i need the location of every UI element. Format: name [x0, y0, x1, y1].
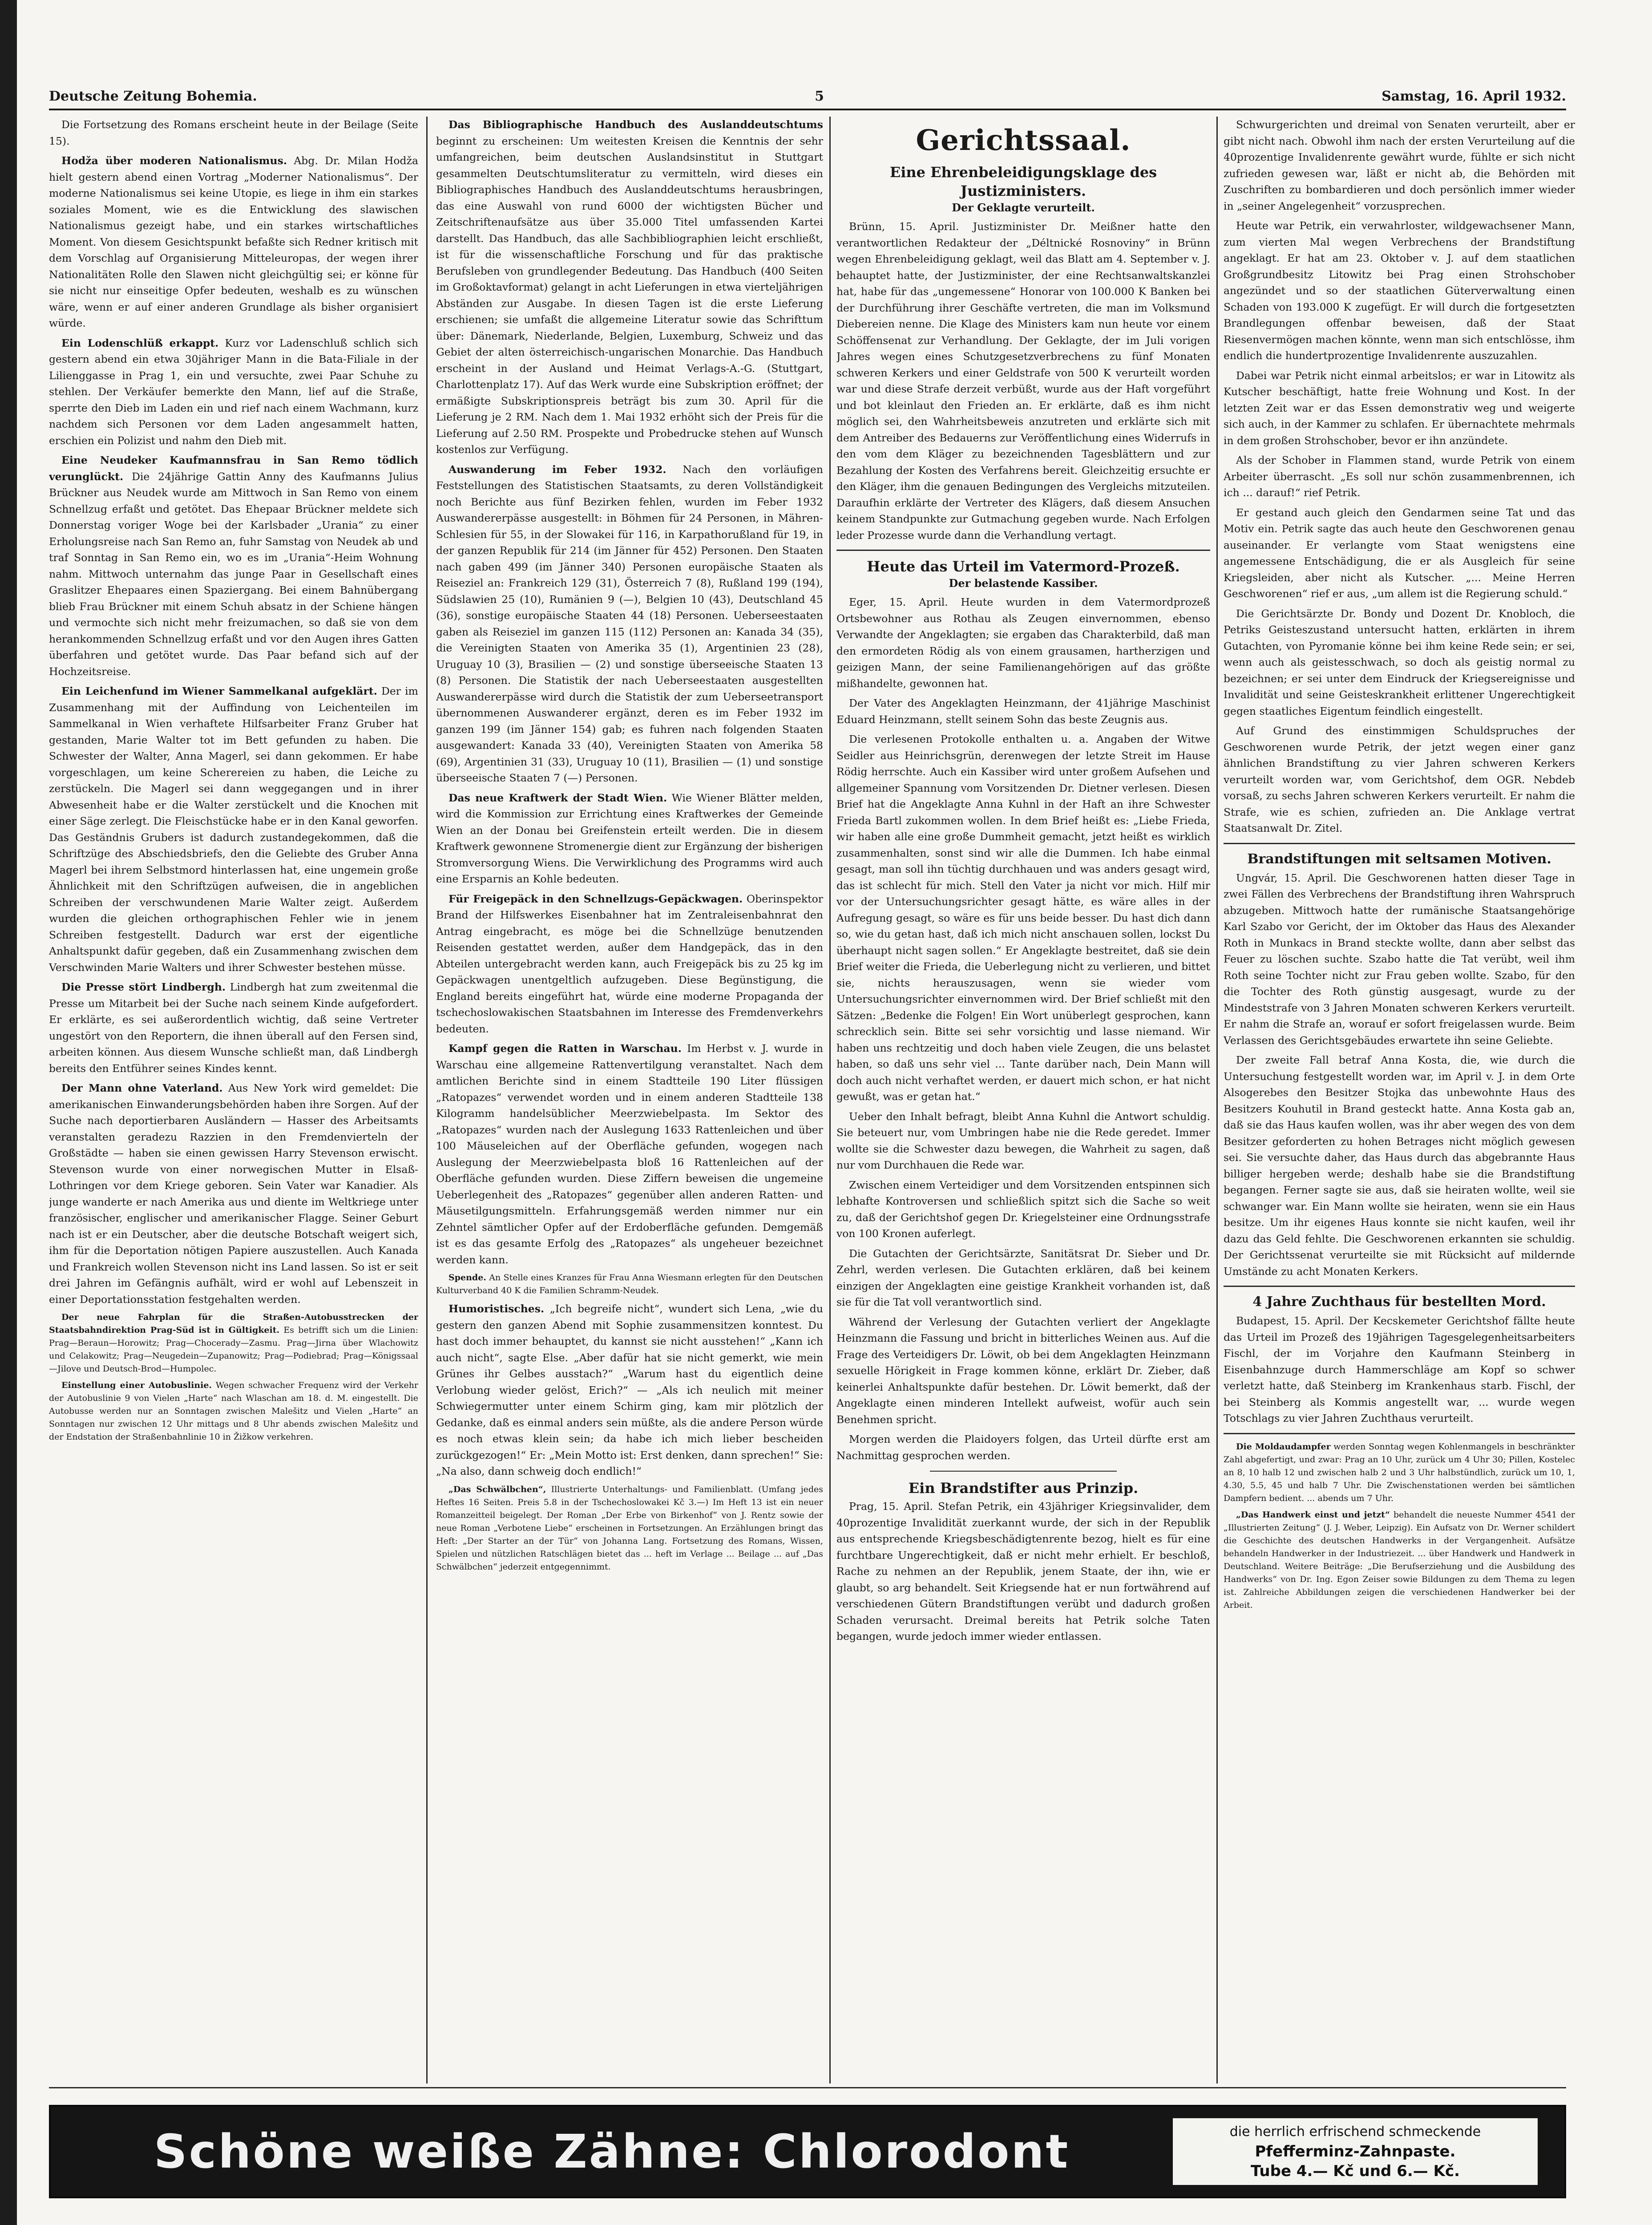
news-item: Humoristisches. „Ich begreife nicht“, wundert sich Lena, „wie du gestern den ganzen Abend mit Sophie zusammensitzen konntest. Du hast doch immer behauptet, du kannst sie nicht ausstehen!“ „Kann ich auch nicht“, sagte Else. „Aber dafür hat sie nicht gemerkt, wie mein Grünes ihr Gelbes ausstach?“ „Warum hast du eigentlich deine Verlobung wieder gelöst, Erich?“ — „Als ich neulich mit meiner Schwiegermutter unter einem Schirm ging, kam mir plötzlich der Gedanke, daß es einmal anders sein müßte, als die andere Person würde es noch etwas klein sein; da habe ich mich lieber bescheiden zurückgezogen!“ Er: „Mein Motto ist: Erst denken, dann sprechen!“ Sie: „Na also, dann schweig doch endlich!“ [436, 1303, 823, 1477]
news-item: Spende. An Stelle eines Kranzes für Frau Anna Wiesmann erlegten für den Deutschen Kulturverband 40 K die Familien Schramm-Neudek. [436, 1273, 823, 1295]
article-paragraph: Zwischen einem Verteidiger und dem Vorsitzenden entspinnen sich lebhafte Kontroversen und schließlich spitzt sich die Sache so weit zu, daß der Gerichtshof gegen Dr. Kriegelsteiner eine Ordnungsstrafe von 100 Kronen auferlegt. [836, 1178, 1210, 1240]
chlorodont-advertisement [49, 2105, 1566, 2198]
article-body [836, 594, 1210, 1464]
page-header [49, 84, 1566, 110]
column-2 [436, 117, 823, 2083]
divider [836, 550, 1210, 551]
column-rule [1216, 117, 1218, 2083]
column-rule [829, 117, 831, 2083]
news-item: Für Freigepäck in den Schnellzugs-Gepäckwagen. Oberinspektor Brand der Hilfswerkes Eisenbahner hat im Zentraleisenbahnrat den Antrag eingebracht, es möge bei die Schnellzüge benutzenden Reisenden gestattet werden, außer dem Handgepäck, das in den Abteilen untergebracht werden kann, auch Freigepäck bis zu 25 kg im Gepäckwagen unentgeltlich aufzugeben. Diese Begünstigung, die England bereits eingeführt hat, würde eine moderne Propaganda der tschechoslowakischen Staatsbahnen im Interesse des Fremdenverkehrs bedeuten. [436, 892, 823, 1035]
news-item: Auswanderung im Feber 1932. Nach den vorläufigen Feststellungen des Statistischen Staatsamts, zu deren Vollständigkeit noch Berichte aus fünf Bezirken fehlen, wurden im Feber 1932 Auswandererpässe ausgestellt: in Böhmen für 24 Personen, in Mähren-Schlesien für 55, in der Slowakei für 116, in Karpathorußland für 19, in der ganzen Republik für 214 (im Jänner für 452) Personen. Den Staaten nach gaben 499 (im Jänner 340) Personen europäische Staaten als Reiseziel an: Frankreich 129 (31), Österreich 7 (8), Rußland 199 (194), Südslawien 25 (10), Rumänien 9 (—), Belgien 10 (43), Deutschland 45 (36), sonstige europäische Staaten 44 (18) Personen. Ueberseestaaten gaben als Reiseziel im ganzen 115 (112) Personen an: Kanada 34 (35), die Vereinigten Staaten von Amerika 35 (1), Argentinien 23 (28), Uruguay 10 (3), Brasilien — (2) und sonstige überseeische Staaten 13 (8) Personen. Die Statistik der nach Ueberseestaaten ausgestellten Auswandererpässe wird durch die Statistik der zum Ueberseetransport übernommenen Auswanderer ergänzt, deren es im Feber 1932 im ganzen 199 (im Jänner 154) gab; es fuhren nach folgenden Staaten ausgewandert: Kanada 33 (40), Vereinigten Staaten von Amerika 58 (69), Argentinien 31 (33), Uruguay 10 (11), Brasilien — (1) und sonstige überseeische Staaten 7 (—) Personen. [436, 463, 823, 784]
article-paragraph: Brünn, 15. April. Justizminister Dr. Meißner hatte den verantwortlichen Redakteur der „Déltnické Rosnoviny“ in Brünn wegen Ehrenbeleidigung geklagt, weil das Blatt am 4. September v. J. behauptet hatte, der Justizminister, der eine Rechtsanwaltskanzlei hat, habe für das „ungemessene“ Honorar von 100.000 K Banken bei der Durchführung ihrer Geschäfte vertreten, die man im Volksmund Diebereien nenne. Die Klage des Ministers kam nun heute vor einem Schöffensenat zur Verhandlung. Der Geklagte, der im Juli vorigen Jahres wegen eines Schutzgesetzverbrechens zu fünf Monaten schweren Kerkers und einer Geldstrafe von 500 K verurteilt worden war und diese Strafe derzeit verbüßt, wurde aus der Haft vorgeführt und bot kleinlaut den Frieden an. Er erklärte, daß es ihm nicht möglich sei, den Wahrheitsbeweis anzutreten und erklärte sich mit dem Antreiber des Bedauerns zur Veröffentlichung eines Widerrufs in den vom dem Kläger zu bezeichnenden Tagesblättern und zur Bezahlung der Kosten des Verfahrens bereit. Gleichzeitig ersuchte er den Kläger, ihm die genauen Bedingungen des Vergleichs mitzuteilen. Daraufhin erklärte der Vertreter des Klägers, daß diesem Ansuchen keinem Standpunkte zur Gutmachung gegeben wurde. Nach Erfolgen leder Prozesse wurde dann die Verhandlung vertagt. [836, 220, 1210, 542]
ad-slogan: Schöne weiße Zähne: Chlorodont [153, 2124, 1070, 2179]
news-item: Das neue Kraftwerk der Stadt Wien. Wie Wiener Blätter melden, wird die Kommission zur Errichtung eines Kraftwerkes der Gemeinde Wien an der Donau bei Greifenstein erteilt werden. Die in diesem Kraftwerk gewonnene Stromenergie dient zur Ergänzung der bisherigen Stromversorgung Wiens. Die Verwirklichung des Programms wird auch eine Ersparnis an Kohle bedeuten. [436, 791, 823, 885]
news-item: Die Presse stört Lindbergh. Lindbergh hat zum zweitenmal die Presse um Mitarbeit bei der Suche nach seinem Kinde aufgefordert. Er erklärte, es sei außerordentlich wichtig, daß seine Vertreter ungestört von den Reportern, die ihnen überall auf den Fersen sind, arbeiten können. Aus diesem Wunsche schließt man, daß Lindbergh bereits den Entführer seines Kindes kennt. [49, 981, 418, 1075]
article-paragraph: Die Gutachten der Gerichtsärzte, Sanitätsrat Dr. Sieber und Dr. Zehrl, werden verlesen. Die Gutachten erklären, daß bei keinem einzigen der Angeklagten eine geistige Krankheit vorhanden ist, daß sie für die Tat voll verantwortlich sind. [836, 1247, 1210, 1308]
column-1-body [49, 117, 418, 1307]
scan-edge-left [0, 0, 17, 2225]
ad-box-line: die herrlich erfrischend schmeckende [1229, 2124, 1481, 2140]
column-2-humor [436, 1301, 823, 1480]
article-headline: 4 Jahre Zuchthaus für bestellten Mord. [1252, 1294, 1546, 1310]
divider [1224, 843, 1575, 844]
article-subheadline: Der Geklagte verurteilt. [952, 201, 1095, 214]
article-paragraph: Ungvár, 15. April. Die Geschworenen hatten dieser Tage in zwei Fällen des Verbrechens der Brandstiftung ihren Wahrspruch abzugeben. Mittwoch hatte der rumänische Staatsangehörige Karl Szabo vor Gericht, der im Oktober das Haus des Alexander Roth in Munkacs in Brand steckte wollte, dann aber selbst das Feuer zu löschen suchte. Szabo hatte die Tat verübt, weil ihm Roth seine Tochter nicht zur Frau geben wollte. Szabo, für den die Tochter des Roth günstig ausgesagt, wurde zu der Mindeststrafe von 3 Jahren Monaten schweren Kerkers verurteilt. Er nahm die Strafe an, worauf er sofort freigelassen wurde. Beim Verlassen des Gerichtsgebäudes erwartete ihn seine Geliebte. [1224, 871, 1575, 1047]
notice-item: Die Moldaudampfer werden Sonntag wegen Kohlenmangels in beschränkter Zahl abgefertigt, und zwar: Prag an 10 Uhr, zurück um 4 Uhr 30; Pillen, Kostelec an 8, 10 halb 12 und zwischen halb 2 und 3 Uhr halbstündlich, zurück um 10, 1, 4.30, 5.5, 45 und halb 7 Uhr. Die Zwischenstationen werden bei sämtlichen Dampfern bedient. ... abends um 7 Uhr. [1224, 1441, 1575, 1503]
article-paragraph: Eger, 15. April. Heute wurden in dem Vatermordprozeß Ortsbewohner aus Rothau als Zeugen einvernommen, ebenso Verwandte der Angeklagten; sie ergaben das Charakterbild, daß man den ermordeten Rödig als von einem grausamen, hartherzigen und geizigen Mann, der seine Familienangehörigen auf das größte mißhandelte, gewonnen hat. [836, 596, 1210, 690]
divider [930, 1471, 1117, 1472]
article-body [836, 218, 1210, 543]
column-4-notices [1224, 1440, 1575, 1612]
article-paragraph: Prag, 15. April. Stefan Petrik, ein 43jähriger Kriegsinvalider, dem 40prozentige Invalidität zuerkannt wurde, der sich in der Republik aus entsprechende Kriegsbeschädigtenrente bezog, hielt es für eine furchtbare Ungerechtigkeit, daß er nicht mehr erhielt. Er beschloß, Rache zu nehmen an der Republik, jenem Staate, der ihn, wie er glaubt, so arg behandelt. Seit Kriegsende hat er nun fortwährend auf verschiedenen Gütern Brandstiftungen verübt und dadurch großen Schaden verursacht. Dreimal bereits hat Petrik solche Taten begangen, wurde jedoch immer wieder entlassen. [836, 1500, 1210, 1642]
news-item: Der Mann ohne Vaterland. Aus New York wird gemeldet: Die amerikanischen Einwanderungsbehörden haben ihre Sorgen. Auf der Suche nach deportierbaren Ausländern — Hasser des Arbeitsamts veranstalten geradezu Razzien in den Fremdenvierteln der Großstädte — haben sie einen gewissen Harry Stevenson erwischt. Stevenson wurde von einer norwegischen Mutter in Elsaß-Lothringen vor dem Kriege geboren. Sein Vater war Kanadier. Als junge wanderte er nach Amerika aus und diente im Weltkriege unter französischer, englischer und amerikanischer Flagge. Seiner Geburt nach ist er ein Deutscher, aber die deutsche Botschaft weigert sich, ihm für die Deportation nötigen Papiere auszustellen. Auch Kanada und Frankreich wollen Stevenson nicht ins Land lassen. So ist er seit drei Jahren im Gefängnis aufhält, wird er wohl auf Lebenszeit in einer Deportationsstation festgehalten werden. [49, 1082, 418, 1306]
issue-date: Samstag, 16. April 1932. [1381, 88, 1566, 104]
article-subheadline: Der belastende Kassiber. [949, 577, 1098, 590]
section-title-gerichtssaal: Gerichtssaal. [916, 124, 1131, 157]
column-1-notices [49, 1311, 418, 1444]
article-body [1224, 117, 1575, 837]
column-rule [426, 117, 428, 2083]
article-paragraph: Morgen werden die Plaidoyers folgen, das Urteil dürfte erst am Nachmittag gesprochen werden. [836, 1433, 1210, 1462]
article-body [1224, 1313, 1575, 1427]
notice-item: „Das Handwerk einst und jetzt“ behandelt die neueste Nummer 4541 der „Illustrierten Zeitung“ (J. J. Weber, Leipzig). Ein Aufsatz von Dr. Werner schildert die Geschichte des deutschen Handwerks in der Vergangenheit. Aufsätze behandeln Handwerker in der Industriezeit. ... über Handwerk und Handwerk in Deutschland. Weitere Beiträge: „Die Berufserziehung und die Ausbildung des Handwerks“ von Dr. Ing. Egon Zeiser sowie Bildungen zu dem Thema zu legen ist. Zahlreiche Abbildungen zeigen die verschiedenen Handwerker bei der Arbeit. [1224, 1509, 1575, 1610]
ad-box-line: Tube 4.— Kč und 6.— Kč. [1250, 2162, 1460, 2180]
notice-item: Einstellung einer Autobuslinie. Wegen schwacher Frequenz wird der Verkehr der Autobuslinie 9 von Vielen „Harte“ nach Wlaschan am 18. d. M. eingestellt. Die Autobusse werden nur an Sonntagen zwischen Malešitz und Vielen „Harte“ an Sonntagen nur zwischen 12 Uhr mittags und 8 Uhr abends zwischen Malešitz und der Endstation der Straßenbahnlinie 10 in Žižkow verkehren. [49, 1380, 418, 1442]
news-item: Ein Lodenschlüß erkappt. Kurz vor Ladenschluß schlich sich gestern abend ein etwa 30jähriger Mann in die Bata-Filiale in der Lilienggasse in Prag 1, ein und versuchte, zwei Paar Schuhe zu stehlen. Der Verkäufer bemerkte den Mann, lief auf die Straße, sperrte den Dieb im Laden ein und rief nach einem Wachmann, kurz nachdem sich Personen vor dem Laden angesammelt hatten, erschien ein Polizist und nahm den Dieb mit. [49, 336, 418, 447]
article-headline: Heute das Urteil im Vatermord-Prozeß. [867, 558, 1180, 575]
ad-info-box [1173, 2118, 1538, 2185]
article-paragraph: Schwurgerichten und dreimal von Senaten verurteilt, aber er gibt nicht nach. Obwohl ihm nach der ersten Verurteilung auf die 40prozentige Invalidenrente gewährt wurde, fühlte er sich nicht zufrieden gewesen war, läßt er nicht ab, die Behörden mit Zuschriften zu bombardieren und doch persönlich immer wieder in „seiner Angelegenheit“ vorzusprechen. [1224, 118, 1575, 212]
article-body [1224, 870, 1575, 1280]
article-paragraph: Während der Verlesung der Gutachten verliert der Angeklagte Heinzmann die Fassung und bricht in bitterliches Weinen aus. Auf die Frage des Verteidigers Dr. Löwit, ob bei dem Angeklagten Heinzmann sexuelle Hörigkeit in Frage kommen könne, erklärt Dr. Zieber, daß keinerlei Anhaltspunkte dafür bestehen. Dr. Löwit bemerkt, daß der Angeklagte einen minderen Intellekt aufweist, wofür auch sein Benehmen spricht. [836, 1315, 1210, 1426]
news-item: Das Bibliographische Handbuch des Auslanddeutschtums beginnt zu erscheinen: Um weitesten Kreisen die Kenntnis der sehr umfangreichen, beim deutschen Auslandsinstitut in Stuttgart gesammelten Deutschtumsliteratur zu vermitteln, wird dieses ein Bibliographisches Handbuch des Auslanddeutschtums herausbringen, das eine Auswahl von rund 6000 der wichtigsten Bücher und Zeitschriftenaufsätze aus über 35.000 Titel umfassenden Kartei darstellt. Das Handbuch, das alle Sachbibliographien leicht erschließt, ist für die wissenschaftliche Forschung und für das praktische Berufsleben von grundlegender Bedeutung. Das Handbuch (400 Seiten im Großoktavformat) gelangt in acht Lieferungen in etwa vierteljährigen Abständen zur Ausgabe. In diesen Tagen ist die erste Lieferung erschienen; sie umfaßt die allgemeine Literatur sowie das Schrifttum über: Dänemark, Niederlande, Belgien, Luxemburg, Schweiz und das Gebiet der alten österreichisch-ungarischen Monarchie. Das Handbuch erscheint in der Ausland und Heimat Verlags-A.-G. (Stuttgart, Charlottenplatz 17). Auf das Werk wurde eine Subskription eröffnet; der ermäßigte Subskriptionspreis beträgt bis zum 30. April für die Lieferung je 2 RM. Nach dem 1. Mai 1932 erhöht sich der Preis für die Lieferung auf 2.50 RM. Prospekte und Probedrucke stehen auf Wunsch kostenlos zur Verfügung. [436, 118, 823, 456]
article-paragraph: Dabei war Petrik nicht einmal arbeitslos; er war in Litowitz als Kutscher beschäftigt, hatte freie Wohnung und Kost. In der letzten Zeit war er das Essen demonstrativ weg und weigerte sich auch, in der Kammer zu schlafen. Er übernachtete mehrmals in dem großen Strohschober, bevor er ihn anzündete. [1224, 369, 1575, 447]
news-item: Hodža über moderen Nationalismus. Abg. Dr. Milan Hodža hielt gestern abend einen Vortrag „Moderner Nationalismus“. Der moderne Nationalismus sei keine Utopie, es liege in ihm ein starkes soziales Moment, wie es die Entwicklung des slawischen Nationalismus gezeigt habe, und ein starkes wirtschaftliches Moment. Von diesem Gesichtspunkt befaßte sich Redner kritisch mit dem Vorschlag auf Organisierung Mitteleuropas, der wegen ihrer Nationalitäten Rolle den Slawen nicht gleichgültig sei; er könne für sie nicht nur einseitige Opfer bedeuten, weshalb es zu wünschen wäre, wenn er auf einer anderen Grundlage als bisher organisiert würde. [49, 154, 418, 329]
divider [1224, 1286, 1575, 1287]
article-body [836, 1498, 1210, 1645]
news-item: Ein Leichenfund im Wiener Sammelkanal aufgeklärt. Der im Zusammenhang mit der Auffindung von Leichenteilen im Sammelkanal in Wien verhaftete Hilfsarbeiter Franz Gruber hat gestanden, Marie Walter tot im Bett gefunden zu haben. Die Schwester der Walter, Anna Magerl, sei dann gekommen. Er habe vorgeschlagen, um keine Scherereien zu haben, die Leiche zu zerstückeln. Die Magerl sei dann weggegangen und in ihrer Abwesenheit habe er die Walter zerstückelt und die Knochen mit einer Säge zerlegt. Die Fleischstücke habe er in den Kanal geworfen. Das Geständnis Grubers ist dadurch zustandegekommen, daß die Schriftzüge des Abschiedsbriefs, den die Geliebte des Gruber Anna Magerl bei ihrem Selbstmord hinterlassen hat, eine ungemein große Ähnlichkeit mit den Schriftzügen aufweisen, die in angeblichen Schreiben der verschwundenen Marie Walter zeigt. Außerdem wurden die gleichen orthographischen Fehler wie in jenem Schreiben festgestellt. Dadurch war erst der eigentliche Anhaltspunkt dafür gegeben, daß ein Zusammenhang zwischen dem Verschwinden Marie Walters und ihrer Schwester bestehen müsse. [49, 685, 418, 974]
article-paragraph: Ueber den Inhalt befragt, bleibt Anna Kuhnl die Antwort schuldig. Sie beteuert nur, vom Umbringen habe nie die Rede geredet. Immer wollte sie die Schwester dazu bewegen, die Wahrheit zu sagen, daß nur vom Durchhauen die Rede war. [836, 1110, 1210, 1171]
notice-item: Der neue Fahrplan für die Straßen-Autobusstrecken der Staatsbahndirektion Prag-Süd ist in Gültigkeit. Es betrifft sich um die Linien: Prag—Beraun—Horowitz; Prag—Chocerady—Zasmu. Prag—Jirna über Wlachowitz und Celakowitz; Prag—Neugedein—Zupanowitz; Prag—Podiebrad; Prag—Königssaal—Jilove und Deutsch-Brod—Humpolec. [49, 1312, 418, 1374]
article-headline: Ein Brandstifter aus Prinzip. [908, 1480, 1139, 1497]
column-2-small [436, 1271, 823, 1297]
column-2-body [436, 117, 823, 1268]
news-item: Kampf gegen die Ratten in Warschau. Im Herbst v. J. wurde in Warschau eine allgemeine Rattenvertilgung veranstaltet. Nach dem amtlichen Berichte sind in einem Stadtteile 190 Liter flüssigen „Ratopazes“ verwendet worden und in einem anderen Stadtteile 138 Kilogramm handelsüblicher Meerzwiebelpasta. Im Sektor des „Ratopazes“ wurden nach der Auslegung 1633 Rattenleichen und über 100 Mäuseleichen auf der Oberfläche gefunden, wogegen nach Auslegung der Meerzwiebelpasta bloß 16 Rattenleichen auf der Oberfläche gefunden wurden. Diese Ziffern beweisen die ungemeine Ueberlegenheit des „Ratopazes“ gegenüber allen anderen Ratten- und Mäusetilgungsmitteln. Erfahrungsgemäß werden nimmer nur ein Zehntel sämtlicher Opfer auf der Erdoberfläche gefunden. Demgemäß ist es das gesamte Erfolg des „Ratopazes“ als ungeheuer bezeichnet werden kann. [436, 1042, 823, 1266]
article-paragraph: Auf Grund des einstimmigen Schuldspruches der Geschworenen wurde Petrik, der jetzt wegen einer ganz ähnlichen Brandstiftung zu vier Jahren schweren Kerkers verurteilt worden war, vom Gerichtshof, dem OGR. Nebdeb vorsaß, zu sechs Jahren schweren Kerkers verurteilt. Er nahm die Strafe, wie es schien, zufrieden an. Die Anklage vertrat Staatsanwalt Dr. Zitel. [1224, 724, 1575, 834]
article-paragraph: Der Vater des Angeklagten Heinzmann, der 41jährige Maschinist Eduard Heinzmann, stellt seinem Sohn das beste Zeugnis aus. [836, 697, 1210, 726]
column-2-magazine [436, 1483, 823, 1574]
ad-box-line: Pfefferminz-Zahnpaste. [1255, 2143, 1456, 2160]
article-paragraph: Als der Schober in Flammen stand, wurde Petrik von einem Arbeiter überrascht. „Es soll nur schön zusammenbrennen, ich ich ... darauf!“ rief Petrik. [1224, 454, 1575, 499]
footer-rule [49, 2087, 1566, 2088]
article-paragraph: Budapest, 15. April. Der Kecskemeter Gerichtshof fällte heute das Urteil im Prozeß des 19jährigen Tagesgelegenheitsarbeiters Fischl, der im Vorjahre den Kaufmann Steinberg in Eisenbahnzuge durch Hammerschläge am Kopf so schwer verletzt hatte, daß Steinberg im Krankenhaus starb. Fischl, der bei Steinberg als Kommis angestellt war, ... wurde wegen Totschlags zu vier Jahren Zuchthaus verurteilt. [1224, 1315, 1575, 1424]
article-paragraph: Die verlesenen Protokolle enthalten u. a. Angaben der Witwe Seidler aus Heinrichsgrün, derenwegen der letzte Streit im Hause Rödig herrschte. Auch ein Kassiber wird unter großem Aufsehen und allgemeiner Spannung vom Vorsitzenden Dr. Dietner verlesen. Diesen Brief hat die Angeklagte Anna Kuhnl in der Haft an ihre Schwester Frieda Bartl zukommen wollen. In dem Brief heißt es: „Liebe Frieda, wir haben alle eine große Dummheit gemacht, jetzt heißt es wirklich zusammenhalten, sonst sind wir alle die Dummen. Ich habe einmal gesagt, man soll ihn tüchtig durchhauen und was anders gesagt wird, das ist schlecht für mich. Stell den Vater ja nicht vor mich. Hilf mir vor der Untersuchungsrichter gesagt hätte, es wäre alles in der Aufregung gesagt, so wäre es für uns beide besser. Du hast dich dann so, wie du getan hast, daß ich mich nicht anschauen sollen, lockst Du überhaupt nicht sagen sollen.“ Er Angeklagte bestreitet, daß sie dein Brief weiter die Frieda, die Ueberlegung nicht zu verlieren, und bittet sie, nichts herauszusagen, wenn sie wieder vom Untersuchungsrichter einvernommen wird. Der Brief schließt mit den Sätzen: „Bedenke die Folgen! Ein Wort unüberlegt gesprochen, kann schrecklich sein. Bitte sei sehr vorsichtig und lasse niemand. Wir haben uns rechtzeitig und doch haben viele Zeugen, die uns belastet haben, so daß uns sehr viel ... Tante darüber nach, Dein Mann will doch auch nicht verhaftet werden, er dauert mich schon, er hat nicht gewußt, was er getan hat.“ [836, 733, 1210, 1103]
news-item: „Das Schwälbchen“, Illustrierte Unterhaltungs- und Familienblatt. (Umfang jedes Heftes 16 Seiten. Preis 5.8 in der Tschechoslowakei Kč 3.—) Im Heft 13 ist ein neuer Romanzeitteil beigelegt. Der Roman „Der Erbe von Birkenhof“ von J. Rentz sowie der neue Roman „Verbotene Liebe“ erscheinen in Fortsetzungen. An Erzählungen bringt das Heft: „Der Starter an der Tür“ von Johanna Lang. Fortsetzung des Romans, Wissen, Spielen und nützlichen Ratschlägen bietet das ... heft im Verlage ... Beilage ... auf „Das Schwälbchen“ jederzeit entgegennimmt. [436, 1484, 823, 1572]
page-number: 5 [815, 88, 824, 104]
column-3 [836, 117, 1210, 2083]
news-item: Eine Neudeker Kaufmannsfrau in San Remo tödlich verunglückt. Die 24jährige Gattin Anny des Kaufmanns Julius Brückner aus Neudek wurde am Mittwoch in San Remo von einem Schnellzug erfaßt und getötet. Das Ehepaar Brückner meldete sich Donnerstag voriger Woge bei der Karlsbader „Urania“ zu einer Erholungsreise nach San Remo an, fuhr Samstag von Neudek ab und traf Sonntag in San Remo ein, wo es im „Urania“-Heim Wohnung nahm. Mittwoch unternahm das junge Paar in Gesellschaft eines Graslitzer Ehepaares einen Spaziergang. Bei einem Bahnübergang blieb Frau Brückner mit einem Schuh absatz in der Schiene hängen und vermochte sich nicht mehr freizumachen, so daß sie von dem herankommenden Schnellzug erfaßt und vor den Augen ihres Gatten überfahren und getötet wurde. Das Paar befand sich auf der Hochzeitsreise. [49, 454, 418, 678]
article-headline: Eine Ehrenbeleidigungsklage des Justizministers. [889, 164, 1157, 199]
column-1 [49, 117, 418, 2083]
article-paragraph: Die Gerichtsärzte Dr. Bondy und Dozent Dr. Knobloch, die Petriks Geisteszustand untersucht hatten, erklärten in ihrem Gutachten, von Pyromanie könne bei ihm keine Rede sein; er sei, wenn auch als geistesschwach, so doch als geistig normal zu bezeichnen; er sei unter dem Eindruck der Kriegsereignisse und Invalidität und seine Geisteskrankheit erlittener Ungerechtigkeit gegen staatliches Eigentum feindlich eingestellt. [1224, 607, 1575, 717]
article-headline: Brandstiftungen mit seltsamen Motiven. [1247, 851, 1551, 867]
newspaper-name: Deutsche Zeitung Bohemia. [49, 88, 257, 104]
article-paragraph: Er gestand auch gleich den Gendarmen seine Tat und das Motiv ein. Petrik sagte das auch heute den Geschworenen genau auseinander. Er verlangte vom Staat wenigstens eine angemessene Entschädigung, die er als Ausgleich für seine Kriegsleiden, aber nicht als Kutscher. „... Meine Herren Geschworenen“ rief er aus, „um allem ist die Regierung schuld.“ [1224, 506, 1575, 600]
article-paragraph: Heute war Petrik, ein verwahrloster, wildgewachsener Mann, zum vierten Mal wegen Verbrechens der Brandstiftung angeklagt. Er hat am 23. Oktober v. J. auf dem staatlichen Großgrundbesitz Litowitz bei Prag einen Strohschober angezündet und so der staatlichen Güterverwaltung einen Schaden von 193.000 K zugefügt. Er will durch die fortgesetzten Brandlegungen offenbar beweisen, daß der Staat Riesenvermögen machen könnte, wenn man sich entschlösse, ihm endlich die hundertprozentige Invalidenrente auszuzahlen. [1224, 219, 1575, 362]
article-paragraph: Der zweite Fall betraf Anna Kosta, die, wie durch die Untersuchung festgestellt worden war, im April v. J. in dem Orte Alsogerebes den Besitzer Stojka das unbewohnte Haus des Besitzers Kouhutil in Brand gesteckt hatte. Anna Kosta gab an, daß sie das Haus kaufen wollen, was ihr aber wegen des von dem Besitzer geforderten zu hohen Betrages nicht möglich gewesen sei. Sie versuchte daher, das Haus durch das abgebrannte Haus billiger hergeben werde; deshalb habe sie die Brandstiftung begangen. Ferner sagte sie aus, daß sie heiraten wollte, weil sie schwanger war. Ein Mann wollte sie heiraten, wenn sie ein Haus besitze. Um ihr eigenes Haus konnte sie nicht kaufen, weil ihr dazu das Geld fehlte. Die Geschworenen erkannten sie schuldig. Der Gerichtssenat verurteilte sie mit Rücksicht auf mildernde Umstände zu acht Monaten Kerkers. [1224, 1054, 1575, 1278]
news-item: Die Fortsetzung des Romans erscheint heute in der Beilage (Seite 15). [49, 118, 418, 147]
column-4 [1224, 117, 1575, 2083]
divider [1224, 1433, 1575, 1434]
